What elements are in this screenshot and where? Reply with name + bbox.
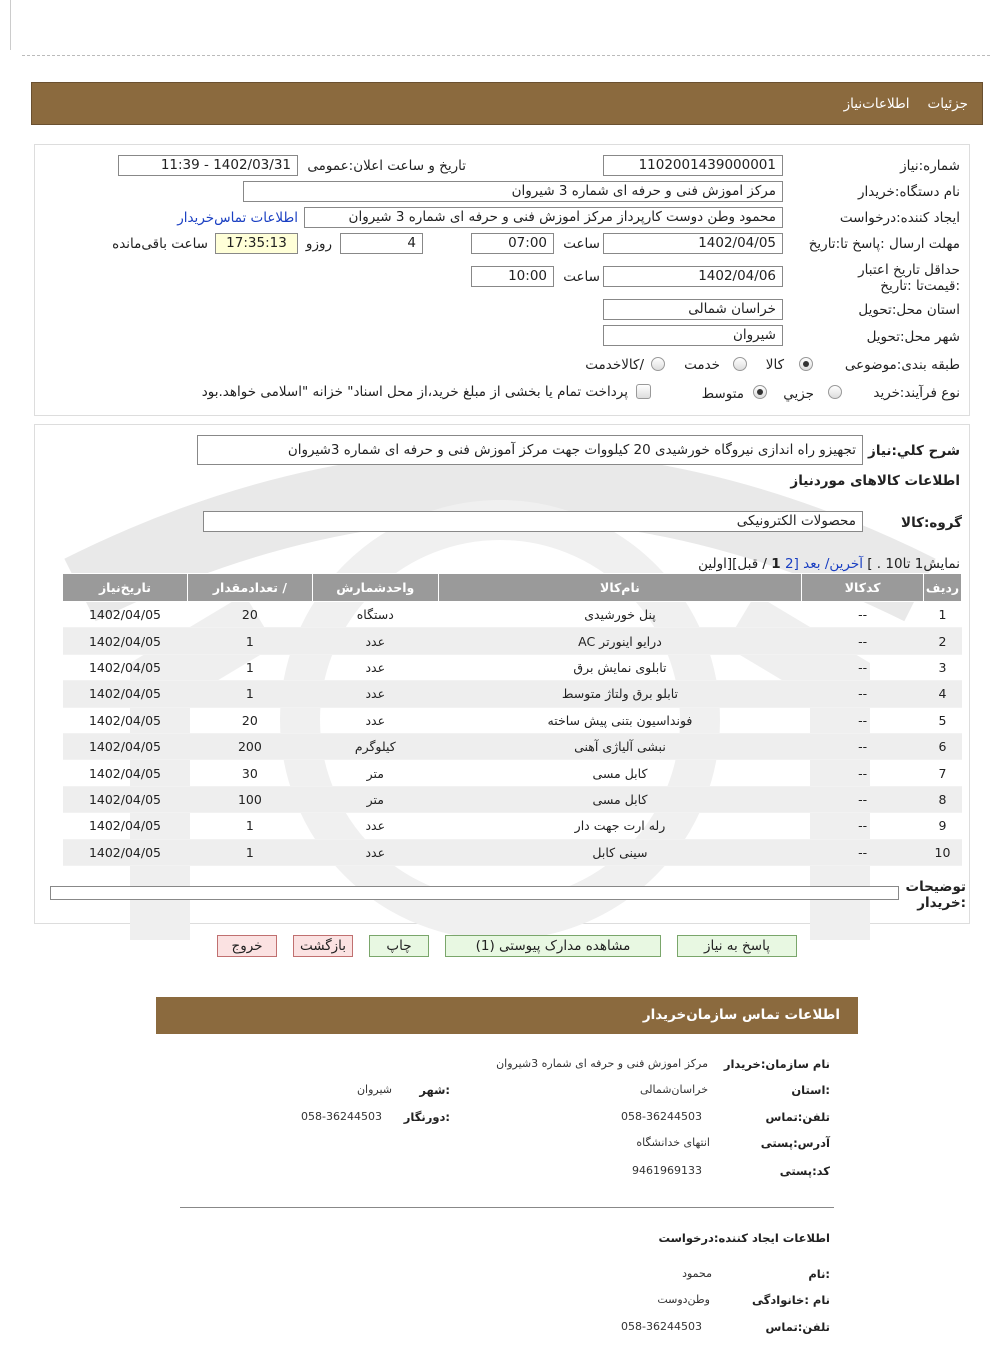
creator-phone-value: 058-36244503 bbox=[621, 1320, 702, 1333]
city-field: شیروان bbox=[603, 325, 783, 346]
cell-date: 1402/04/05 bbox=[63, 654, 188, 680]
process-minor-radio[interactable] bbox=[828, 385, 842, 399]
table-row bbox=[63, 602, 962, 628]
exit-button[interactable]: خروج bbox=[217, 935, 277, 957]
cell-qty: 1 bbox=[187, 813, 312, 839]
summary-field: تجهیزو راه اندازی نیروگاه خورشیدی 20 کیلووات جهت مرکز آموزش فنی و حرفه ای شماره 3شیروان bbox=[197, 435, 863, 465]
attachments-button[interactable]: مشاهده مدارک پیوستی (1) bbox=[445, 935, 661, 957]
cell-name: نبشی آلیاژی آهنی bbox=[438, 733, 801, 759]
back-button[interactable]: بازگشت bbox=[293, 935, 353, 957]
cell-unit: عدد bbox=[312, 813, 438, 839]
cell-row: 8 bbox=[924, 786, 962, 812]
header-bar bbox=[31, 82, 983, 125]
contact-divider bbox=[180, 1207, 834, 1208]
deadline-date-field: 1402/04/05 bbox=[603, 233, 783, 254]
buyer-notes-label: توضیحات :خریدار bbox=[905, 879, 966, 911]
contact-address-value: انتهای خدانشگاه bbox=[636, 1136, 710, 1149]
days-label: روزو bbox=[305, 236, 332, 252]
category-goods-label: کالا bbox=[765, 357, 784, 373]
cell-row: 3 bbox=[924, 654, 962, 680]
print-button[interactable]: چاپ bbox=[369, 935, 429, 957]
pager-next-link[interactable]: بعد bbox=[803, 556, 821, 572]
goods-group-label: گروه:کالا bbox=[901, 515, 962, 531]
cell-name: تابلو برق ولتاژ متوسط bbox=[438, 681, 801, 707]
contact-phone-label: تلفن:تماس bbox=[765, 1110, 830, 1124]
table-row bbox=[63, 839, 962, 865]
cell-code: -- bbox=[802, 786, 924, 812]
cell-unit: عدد bbox=[312, 839, 438, 865]
treasury-payment-checkbox[interactable] bbox=[636, 384, 651, 399]
cell-code: -- bbox=[802, 733, 924, 759]
pager-last-link[interactable]: آخرین/ bbox=[824, 556, 863, 572]
city-label: شهر محل:تحویل bbox=[866, 329, 960, 345]
cell-unit: عدد bbox=[312, 681, 438, 707]
creator-name-value: محمود bbox=[682, 1267, 712, 1280]
contact-org-value: مرکز اموزش فنی و حرفه ای شماره 3شیروان bbox=[496, 1057, 708, 1070]
cell-unit: عدد bbox=[312, 654, 438, 680]
cell-qty: 1 bbox=[187, 681, 312, 707]
col-name: نام‌کالا bbox=[438, 574, 801, 602]
top-divider bbox=[22, 55, 990, 56]
cell-date: 1402/04/05 bbox=[63, 760, 188, 786]
cell-code: -- bbox=[802, 628, 924, 654]
cell-name: تابلوی نمایش برق bbox=[438, 654, 801, 680]
cell-name: رله ارت جهت دار bbox=[438, 813, 801, 839]
buyer-org-field: مرکز اموزش فنی و حرفه ای شماره 3 شیروان bbox=[243, 181, 783, 202]
validity-time-field: 10:00 bbox=[471, 266, 554, 287]
contact-city-label: :شهر bbox=[419, 1083, 450, 1097]
cell-code: -- bbox=[802, 760, 924, 786]
category-goods-service-label: /کالاخدمت bbox=[585, 357, 644, 373]
reply-button[interactable]: پاسخ به نیاز bbox=[677, 935, 797, 957]
cell-date: 1402/04/05 bbox=[63, 733, 188, 759]
table-header-row bbox=[63, 574, 962, 602]
announce-field: 1402/03/31 - 11:39 bbox=[118, 155, 298, 176]
pager-page-2-link[interactable]: [2 bbox=[784, 556, 799, 572]
col-row: ردیف bbox=[924, 574, 962, 602]
cell-qty: 20 bbox=[187, 707, 312, 733]
contact-city-value: شیروان bbox=[356, 1083, 392, 1096]
cell-qty: 20 bbox=[187, 602, 312, 628]
cell-unit: دستگاه bbox=[312, 602, 438, 628]
category-goods-radio[interactable] bbox=[799, 357, 813, 371]
province-field: خراسان شمالی bbox=[603, 299, 783, 320]
need-number-field: 1102001439000001 bbox=[603, 155, 783, 176]
pager bbox=[698, 556, 960, 572]
cell-name: فونداسیون بتنی پیش ساخته bbox=[438, 707, 801, 733]
summary-label: شرح کلي:نیاز bbox=[868, 443, 960, 459]
col-qty: / تعدادمقدار bbox=[187, 574, 312, 602]
cell-code: -- bbox=[802, 681, 924, 707]
cell-qty: 30 bbox=[187, 760, 312, 786]
cell-date: 1402/04/05 bbox=[63, 681, 188, 707]
cell-name: سینی کابل bbox=[438, 839, 801, 865]
cell-code: -- bbox=[802, 839, 924, 865]
cell-unit: عدد bbox=[312, 707, 438, 733]
contact-phone-value: 058-36244503 bbox=[621, 1110, 702, 1123]
creator-info-title: اطلاعات ایجاد کننده:درخواست bbox=[658, 1231, 830, 1245]
contact-postal-label: کد:پستی bbox=[779, 1164, 830, 1178]
process-label: نوع فرآیند: bbox=[899, 385, 960, 401]
remaining-label: ساعت باقی‌مانده bbox=[112, 236, 208, 252]
table-row bbox=[63, 733, 962, 759]
deadline-time-field: 07:00 bbox=[471, 233, 554, 254]
cell-qty: 100 bbox=[187, 786, 312, 812]
cell-name: درایو اینورتر AC bbox=[438, 628, 801, 654]
process-buy-label: خرید bbox=[873, 385, 900, 401]
tab-details[interactable]: جزئیات bbox=[927, 95, 968, 112]
cell-code: -- bbox=[802, 602, 924, 628]
cell-qty: 1 bbox=[187, 628, 312, 654]
buyer-notes-field bbox=[50, 886, 899, 900]
validity-label: حداقل تاریخ اعتبار :قیمت‌تا :تاریخ bbox=[858, 262, 960, 294]
buyer-org-label: نام دستگاه:خریدار bbox=[857, 184, 960, 200]
contact-address-label: آدرس:پستی bbox=[760, 1136, 830, 1150]
category-label: طبقه بندی:موضوعی bbox=[844, 357, 960, 373]
tab-need-info[interactable]: اطلاعات‌نیاز bbox=[843, 95, 910, 112]
cell-qty: 1 bbox=[187, 839, 312, 865]
table-row bbox=[63, 654, 962, 680]
cell-date: 1402/04/05 bbox=[63, 602, 188, 628]
cell-unit: کیلوگرم bbox=[312, 733, 438, 759]
cell-row: 6 bbox=[924, 733, 962, 759]
goods-group-field: محصولات الکترونیکی bbox=[203, 511, 863, 532]
table-row bbox=[63, 786, 962, 812]
contact-header: اطلاعات تماس سازمان‌خریدار bbox=[156, 997, 858, 1034]
col-date: تاریخ‌نیاز bbox=[63, 574, 188, 602]
cell-date: 1402/04/05 bbox=[63, 707, 188, 733]
contact-province-value: خراسان‌شمالی bbox=[639, 1083, 708, 1096]
cell-row: 1 bbox=[924, 602, 962, 628]
cell-date: 1402/04/05 bbox=[63, 839, 188, 865]
creator-phone-label: تلفن:تماس bbox=[765, 1320, 830, 1334]
creator-name-label: :نام bbox=[808, 1267, 830, 1281]
announce-label: تاریخ و ساعت اعلان:عمومی bbox=[307, 158, 466, 174]
treasury-payment-note: پرداخت تمام یا بخشی از مبلغ خرید،از محل اسناد" خزانه "اسلامی خواهد.بود bbox=[201, 384, 628, 400]
category-service-radio[interactable] bbox=[733, 357, 747, 371]
contact-fax-value: 058-36244503 bbox=[301, 1110, 382, 1123]
cell-row: 4 bbox=[924, 681, 962, 707]
cell-code: -- bbox=[802, 707, 924, 733]
creator-field: محمود وطن دوست کارپرداز مرکز اموزش فنی و حرفه ای شماره 3 شیروان bbox=[304, 207, 783, 228]
cell-name: کابل مسی bbox=[438, 760, 801, 786]
cell-qty: 200 bbox=[187, 733, 312, 759]
process-medium-label: متوسط bbox=[701, 386, 744, 402]
cell-date: 1402/04/05 bbox=[63, 628, 188, 654]
cell-row: 7 bbox=[924, 760, 962, 786]
validity-date-field: 1402/04/06 bbox=[603, 266, 783, 287]
col-unit: واحدشمارش bbox=[312, 574, 438, 602]
table-row bbox=[63, 813, 962, 839]
col-code: کدکالا bbox=[802, 574, 924, 602]
cell-unit: متر bbox=[312, 786, 438, 812]
goods-table bbox=[62, 573, 962, 866]
cell-name: پنل خورشیدی bbox=[438, 602, 801, 628]
table-row bbox=[63, 628, 962, 654]
cell-name: کابل مسی bbox=[438, 786, 801, 812]
creator-family-label: نام :خانوادگی bbox=[752, 1293, 830, 1307]
cell-unit: عدد bbox=[312, 628, 438, 654]
days-field: 4 bbox=[340, 233, 423, 254]
contact-postal-value: 9461969133 bbox=[632, 1164, 702, 1177]
pager-show: نمایش1 تا10 . ] bbox=[867, 556, 960, 572]
contact-fax-label: :دورنگار bbox=[403, 1110, 450, 1124]
need-number-label: شماره:نیاز bbox=[900, 158, 960, 174]
cell-qty: 1 bbox=[187, 654, 312, 680]
pager-prev-first: / قبل][اولین bbox=[698, 556, 767, 572]
cell-code: -- bbox=[802, 654, 924, 680]
creator-label: ایجاد کننده:درخواست bbox=[839, 210, 960, 226]
validity-time-label: ساعت bbox=[563, 269, 600, 285]
creator-family-value: وطن‌دوست bbox=[657, 1293, 710, 1306]
contact-org-label: نام سازمان:خریدار bbox=[723, 1057, 830, 1071]
table-row bbox=[63, 681, 962, 707]
cell-row: 9 bbox=[924, 813, 962, 839]
goods-info-title: اطلاعات کالاهای موردنیاز bbox=[790, 473, 960, 489]
deadline-label: مهلت ارسال :پاسخ تا:تاریخ bbox=[808, 236, 960, 252]
buyer-contact-link[interactable]: اطلاعات تماس‌خریدار bbox=[177, 210, 298, 226]
remaining-time-field: 17:35:13 bbox=[215, 233, 298, 254]
page-edge-line bbox=[10, 0, 11, 50]
table-row bbox=[63, 760, 962, 786]
cell-row: 2 bbox=[924, 628, 962, 654]
process-minor-label: جزیي bbox=[783, 386, 814, 402]
deadline-time-label: ساعت bbox=[563, 236, 600, 252]
category-service-label: خدمت bbox=[684, 357, 720, 373]
province-label: استان محل:تحویل bbox=[858, 302, 960, 318]
cell-row: 10 bbox=[924, 839, 962, 865]
pager-page-1: 1 bbox=[771, 556, 781, 572]
table-row bbox=[63, 707, 962, 733]
cell-date: 1402/04/05 bbox=[63, 813, 188, 839]
cell-unit: متر bbox=[312, 760, 438, 786]
category-goods-service-radio[interactable] bbox=[651, 357, 665, 371]
cell-code: -- bbox=[802, 813, 924, 839]
contact-province-label: :استان bbox=[791, 1083, 830, 1097]
cell-row: 5 bbox=[924, 707, 962, 733]
process-medium-radio[interactable] bbox=[753, 385, 767, 399]
cell-date: 1402/04/05 bbox=[63, 786, 188, 812]
